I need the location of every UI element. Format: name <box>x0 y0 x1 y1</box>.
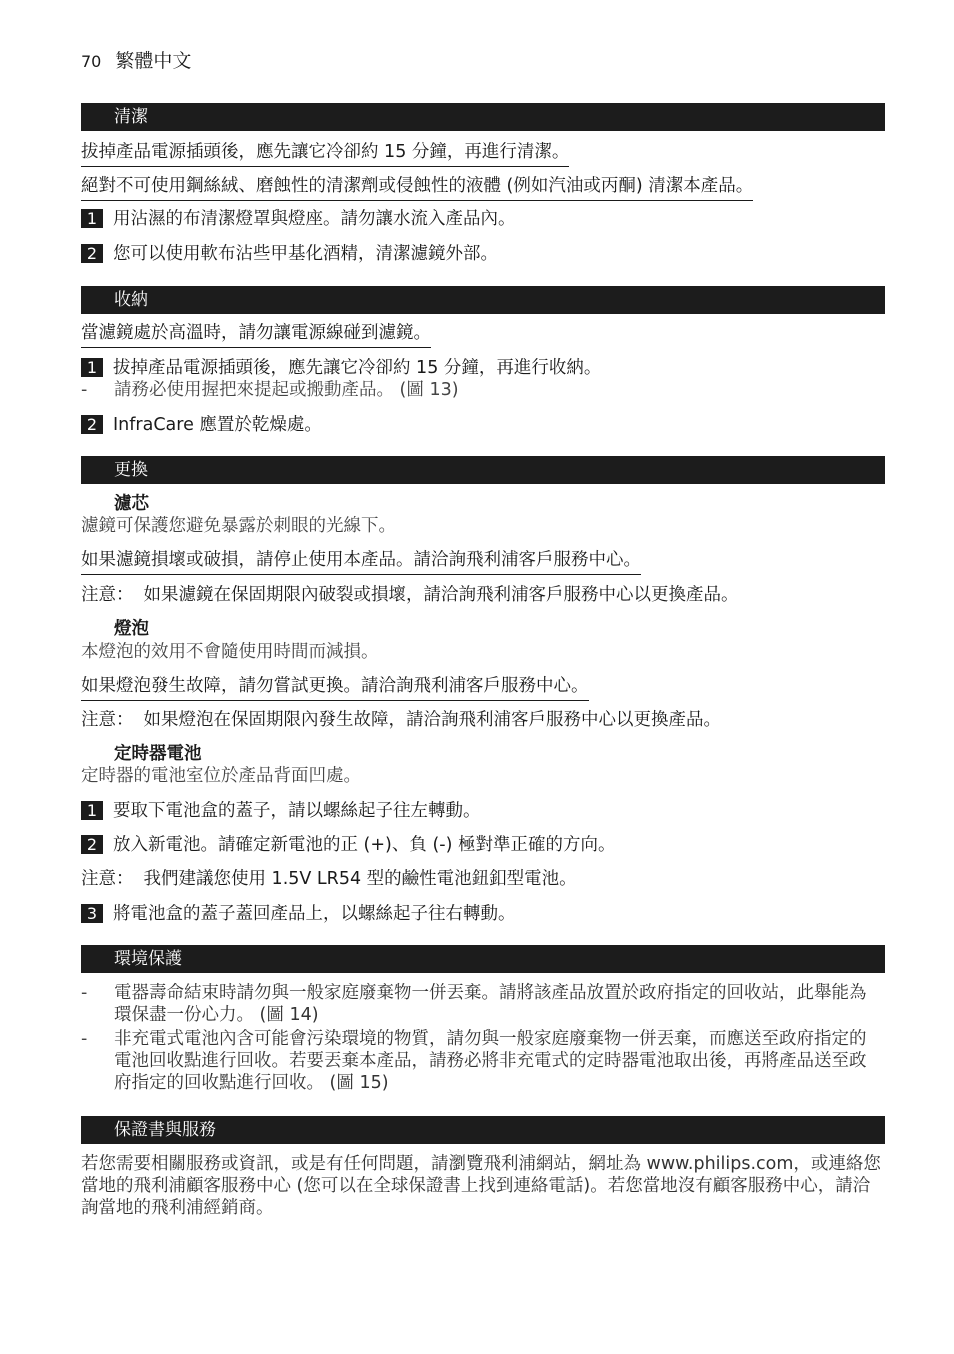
step-number: 1 <box>81 801 103 820</box>
bullet-text: 非充電式電池內含可能會污染環境的物質，請勿與一般家庭廢棄物一併丟棄，而應送至政府指定的電池回收點進行回收。若要丟棄本產品，請務必將非充電式的定時器電池取出後，再將產品送至政府指定的回收點進行回收。 (圖 15) <box>114 1029 867 1093</box>
bullet-dash: - <box>81 1029 88 1049</box>
storage-step-1 <box>81 356 601 380</box>
environment-bullet-2 <box>81 1028 881 1094</box>
filter-note <box>81 583 739 607</box>
battery-subheading: 定時器電池 <box>114 744 202 764</box>
storage-warning: 當濾鏡處於高溫時，請勿讓電源線碰到濾鏡。 <box>81 321 431 348</box>
section-bar-environment: 環境保護 <box>81 945 885 973</box>
cleaning-warning-2: 絕對不可使用鋼絲絨、磨蝕性的清潔劑或侵蝕性的液體 (例如汽油或丙酮) 清潔本產品。 <box>81 174 753 201</box>
step-text: 用沾濕的布清潔燈罩與燈座。請勿讓水流入產品內。 <box>113 209 516 229</box>
filter-subheading: 濾芯 <box>114 494 149 514</box>
battery-text: 定時器的電池室位於產品背面凹處。 <box>81 766 361 786</box>
cleaning-step-2 <box>81 242 498 266</box>
step-number: 3 <box>81 904 103 923</box>
section-bar-cleaning: 清潔 <box>81 103 885 131</box>
step-number: 1 <box>81 358 103 377</box>
storage-step-2 <box>81 413 322 437</box>
bulb-text: 本燈泡的效用不會隨使用時間而減損。 <box>81 642 379 662</box>
cleaning-step-1 <box>81 207 516 231</box>
battery-step-3 <box>81 902 516 926</box>
step-text: 將電池盒的蓋子蓋回產品上，以螺絲起子往右轉動。 <box>113 904 516 924</box>
section-bar-replacement: 更換 <box>81 456 885 484</box>
bulb-warning: 如果燈泡發生故障，請勿嘗試更換。請洽詢飛利浦客戶服務中心。 <box>81 674 589 701</box>
step-number: 2 <box>81 244 103 263</box>
step-text: InfraCare 應置於乾燥處。 <box>113 415 322 435</box>
filter-warning: 如果濾鏡損壞或破損，請停止使用本產品。請洽詢飛利浦客戶服務中心。 <box>81 548 641 575</box>
step-text: 您可以使用軟布沾些甲基化酒精，清潔濾鏡外部。 <box>113 244 498 264</box>
language-title: 繁體中文 <box>115 50 192 72</box>
step-number: 2 <box>81 835 103 854</box>
page-header <box>81 46 191 73</box>
bulb-subheading: 燈泡 <box>114 619 149 639</box>
bullet-dash: - <box>81 380 88 400</box>
note-text: 如果燈泡在保固期限內發生故障，請洽詢飛利浦客戶服務中心以更換產品。 <box>143 710 721 730</box>
bulb-note <box>81 708 721 732</box>
environment-bullet-1 <box>81 982 881 1026</box>
section-bar-warranty: 保證書與服務 <box>81 1116 885 1144</box>
bullet-text: 請務必使用握把來提起或搬動產品。 (圖 13) <box>114 380 459 400</box>
step-number: 1 <box>81 209 103 228</box>
step-text: 要取下電池盒的蓋子，請以螺絲起子往左轉動。 <box>113 801 481 821</box>
note-text: 我們建議您使用 1.5V LR54 型的鹼性電池鈕釦型電池。 <box>143 869 577 889</box>
bullet-text: 電器壽命結束時請勿與一般家庭廢棄物一併丟棄。請將該產品放置於政府指定的回收站，此舉能為環保盡一份心力。 (圖 14) <box>114 983 867 1025</box>
filter-text: 濾鏡可保護您避免暴露於刺眼的光線下。 <box>81 516 396 536</box>
battery-note <box>81 867 577 891</box>
warranty-text: 若您需要相關服務或資訊，或是有任何問題，請瀏覽飛利浦網站，網址為 www.philips.com，或連絡您當地的飛利浦顧客服務中心 (您可以在全球保證書上找到連絡電話)。若您當地沒有顧客服務中心，請洽詢當地的飛利浦經銷商。 <box>81 1154 881 1218</box>
bullet-dash: - <box>81 983 88 1003</box>
step-text: 放入新電池。請確定新電池的正 (+)、負 (-) 極對準正確的方向。 <box>113 835 616 855</box>
step-number: 2 <box>81 415 103 434</box>
battery-step-2 <box>81 833 615 857</box>
cleaning-warning-1: 拔掉產品電源插頭後，應先讓它冷卻約 15 分鐘，再進行清潔。 <box>81 140 569 167</box>
note-text: 如果濾鏡在保固期限內破裂或損壞，請洽詢飛利浦客戶服務中心以更換產品。 <box>143 585 739 605</box>
note-label: 注意： <box>81 585 134 605</box>
page-number: 70 <box>81 52 102 71</box>
section-bar-storage: 收納 <box>81 286 885 314</box>
storage-bullet <box>81 378 459 402</box>
note-label: 注意： <box>81 710 134 730</box>
battery-step-1 <box>81 799 481 823</box>
step-text: 拔掉產品電源插頭後，應先讓它冷卻約 15 分鐘，再進行收納。 <box>113 358 602 378</box>
note-label: 注意： <box>81 869 134 889</box>
